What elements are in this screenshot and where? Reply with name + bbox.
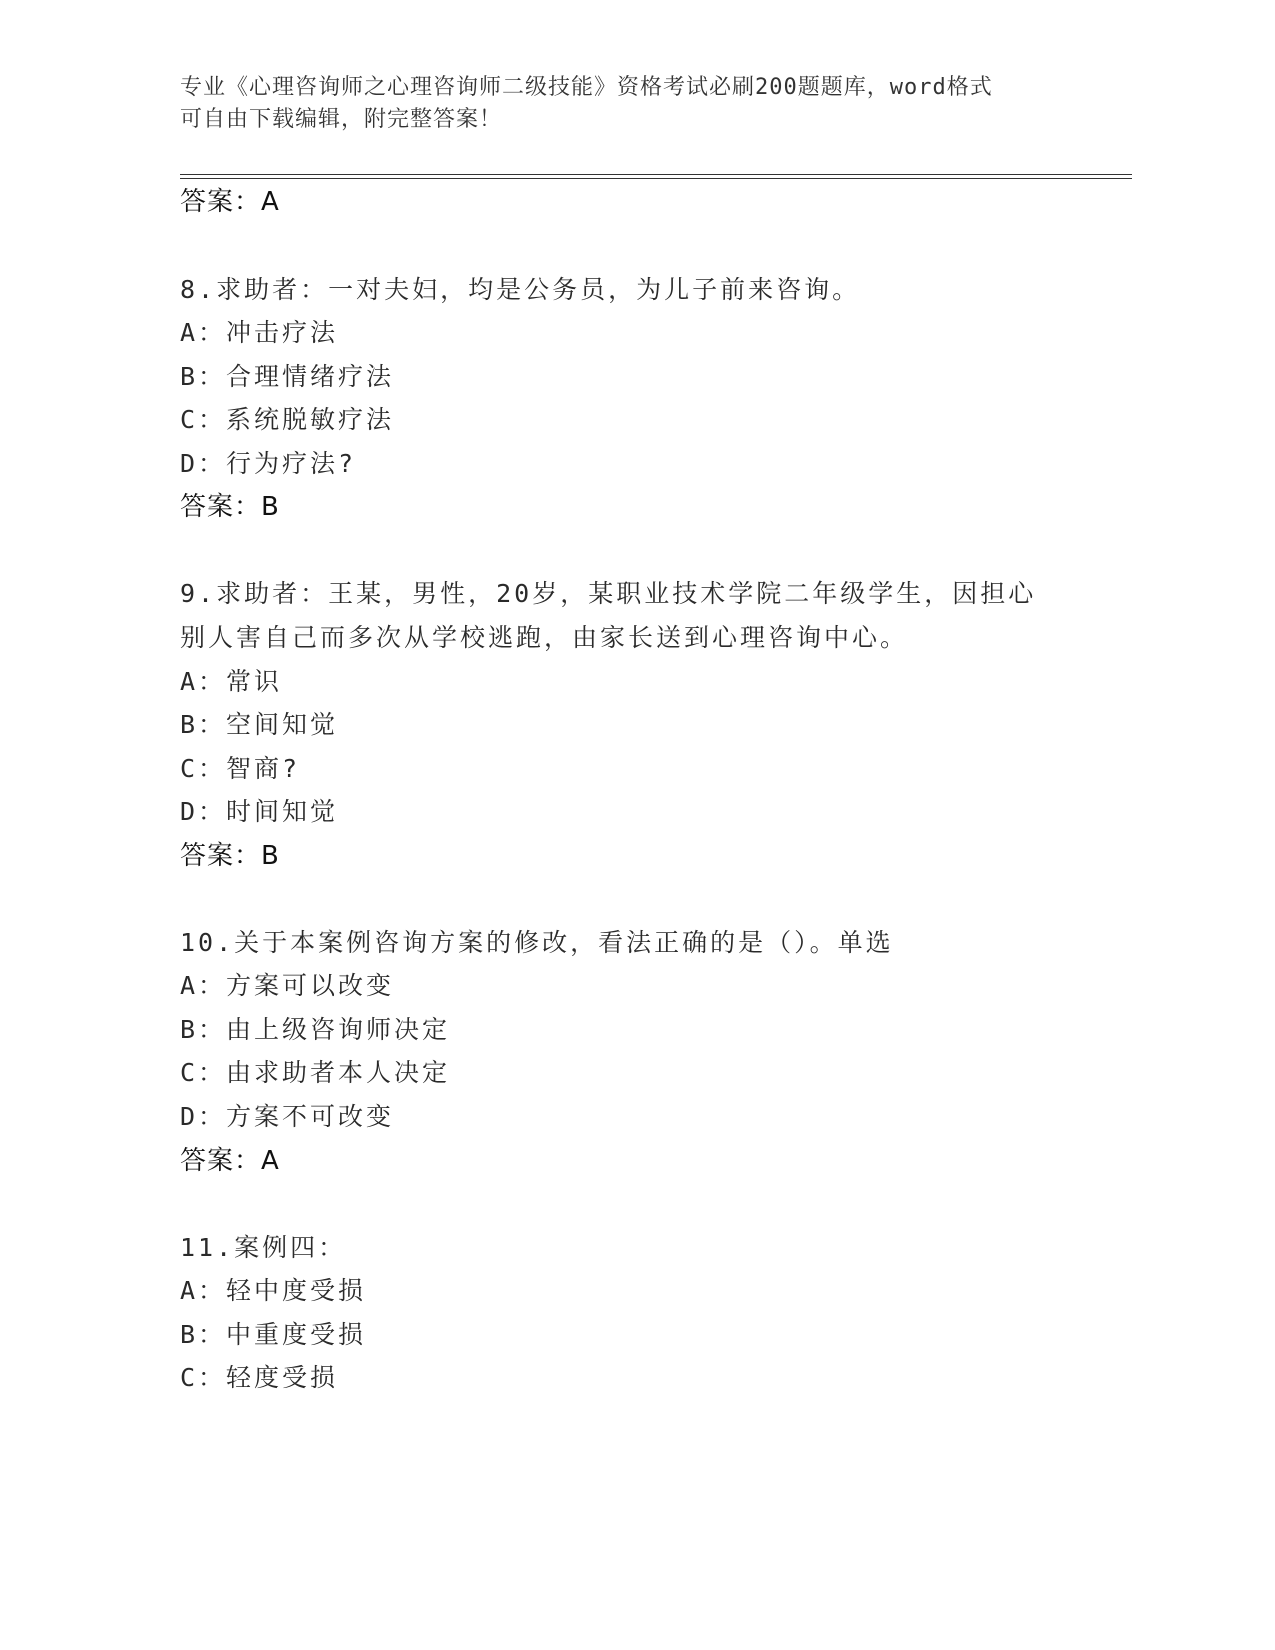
question-8-option-c: C：系统脱敏疗法 [180, 405, 395, 434]
question-9-option-c: C：智商? [180, 754, 301, 783]
header-divider-top [180, 174, 1132, 175]
question-9-option-d: D：时间知觉 [180, 797, 339, 826]
answer-previous: 答案：A [180, 187, 280, 217]
question-10-option-d: D：方案不可改变 [180, 1102, 395, 1131]
question-9-stem-line-2: 别人害自己而多次从学校逃跑，由家长送到心理咨询中心。 [180, 623, 909, 652]
document-header [180, 72, 1060, 136]
question-8-option-d: D：行为疗法? [180, 449, 357, 478]
question-11-stem: 11.案例四： [180, 1233, 347, 1262]
question-8-stem: 8.求助者：一对夫妇，均是公务员，为儿子前来咨询。 [180, 275, 861, 304]
question-10-option-c: C：由求助者本人决定 [180, 1058, 451, 1087]
question-9-stem-line-1: 9.求助者：王某，男性，20岁，某职业技术学院二年级学生，因担心 [180, 579, 1037, 608]
question-10-answer: 答案：A [180, 1146, 280, 1176]
question-11-option-b: B：中重度受损 [180, 1320, 367, 1349]
question-10-option-b: B：由上级咨询师决定 [180, 1015, 451, 1044]
header-divider-bottom [180, 178, 1132, 179]
question-9-option-a: A：常识 [180, 667, 283, 696]
question-9-option-b: B：空间知觉 [180, 710, 339, 739]
question-8-option-b: B：合理情绪疗法 [180, 362, 395, 391]
header-title-line-1: 专业《心理咨询师之心理咨询师二级技能》资格考试必刷200题题库，word格式 [180, 75, 993, 100]
question-10-stem: 10.关于本案例咨询方案的修改，看法正确的是（）。单选 [180, 928, 894, 957]
question-8-answer: 答案：B [180, 492, 280, 522]
question-11-option-a: A：轻中度受损 [180, 1276, 367, 1305]
question-11-option-c: C：轻度受损 [180, 1363, 339, 1392]
question-8-option-a: A：冲击疗法 [180, 318, 339, 347]
question-9-answer: 答案：B [180, 841, 280, 871]
header-title-line-2: 可自由下载编辑，附完整答案！ [180, 107, 503, 132]
question-10-option-a: A：方案可以改变 [180, 971, 395, 1000]
